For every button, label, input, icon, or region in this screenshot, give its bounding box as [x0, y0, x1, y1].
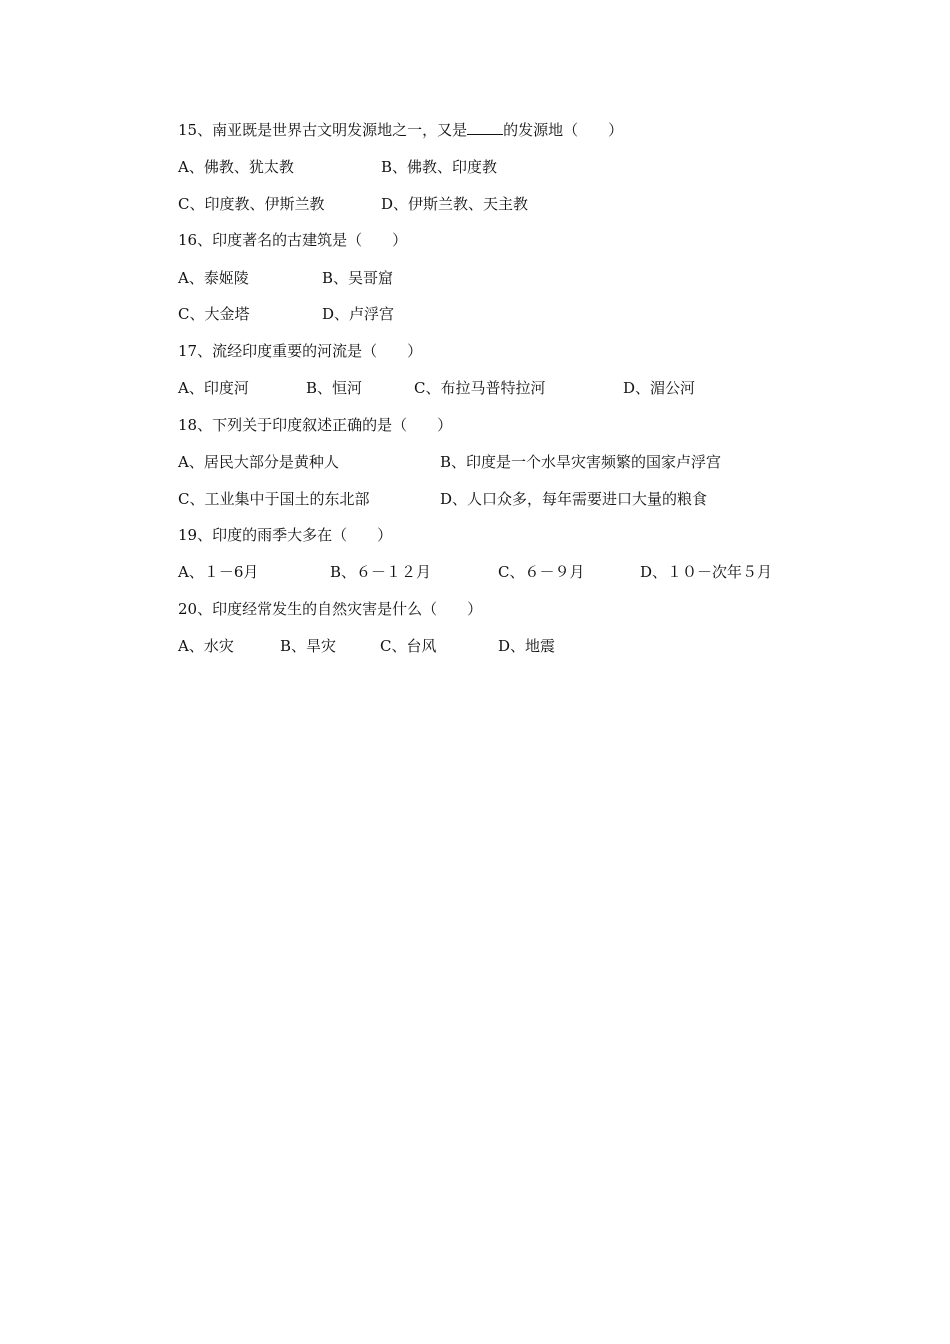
option-b: B、旱灾: [280, 637, 337, 655]
option-c: C、工业集中于国土的东北部: [178, 490, 370, 508]
option-d: D、伊斯兰教、天主教: [381, 195, 529, 213]
option-d: D、湄公河: [623, 379, 696, 397]
option-d: D、１０－次年５月: [640, 563, 773, 581]
option-c: C、印度教、伊斯兰教: [178, 195, 325, 213]
option-b: B、６－１２月: [330, 563, 432, 581]
question-20-stem: 20、印度经常发生的自然灾害是什么（ ）: [178, 600, 483, 618]
option-c: C、布拉马普特拉河: [414, 379, 546, 397]
question-18-stem: 18、下列关于印度叙述正确的是（ ）: [178, 416, 453, 434]
option-a: A、水灾: [178, 637, 234, 655]
question-16-stem: 16、印度著名的古建筑是（ ）: [178, 231, 408, 249]
option-b: B、吴哥窟: [322, 269, 394, 287]
option-b: B、恒河: [306, 379, 363, 397]
option-a: A、佛教、犹太教: [178, 158, 294, 176]
option-a: A、居民大部分是黄种人: [178, 453, 339, 471]
option-b: B、佛教、印度教: [381, 158, 498, 176]
question-stem-text: 的发源地（ ）: [503, 121, 624, 139]
option-b: B、印度是一个水旱灾害频繁的国家卢浮宫: [440, 453, 722, 471]
question-17-stem: 17、流经印度重要的河流是（ ）: [178, 342, 423, 360]
question-stem-text: 15、南亚既是世界古文明发源地之一，又是: [178, 121, 468, 139]
option-d: D、卢浮宫: [322, 305, 395, 323]
option-a: A、印度河: [178, 379, 249, 397]
question-15-stem: [178, 120, 623, 140]
option-a: A、１－6月: [178, 563, 259, 581]
option-c: C、６－９月: [498, 563, 585, 581]
option-c: C、台风: [380, 637, 437, 655]
question-19-stem: 19、印度的雨季大多在（ ）: [178, 526, 393, 544]
option-a: A、泰姬陵: [178, 269, 249, 287]
option-d: D、地震: [498, 637, 556, 655]
option-d: D、人口众多，每年需要进口大量的粮食: [440, 490, 708, 508]
answer-blank: [467, 120, 503, 135]
option-c: C、大金塔: [178, 305, 250, 323]
